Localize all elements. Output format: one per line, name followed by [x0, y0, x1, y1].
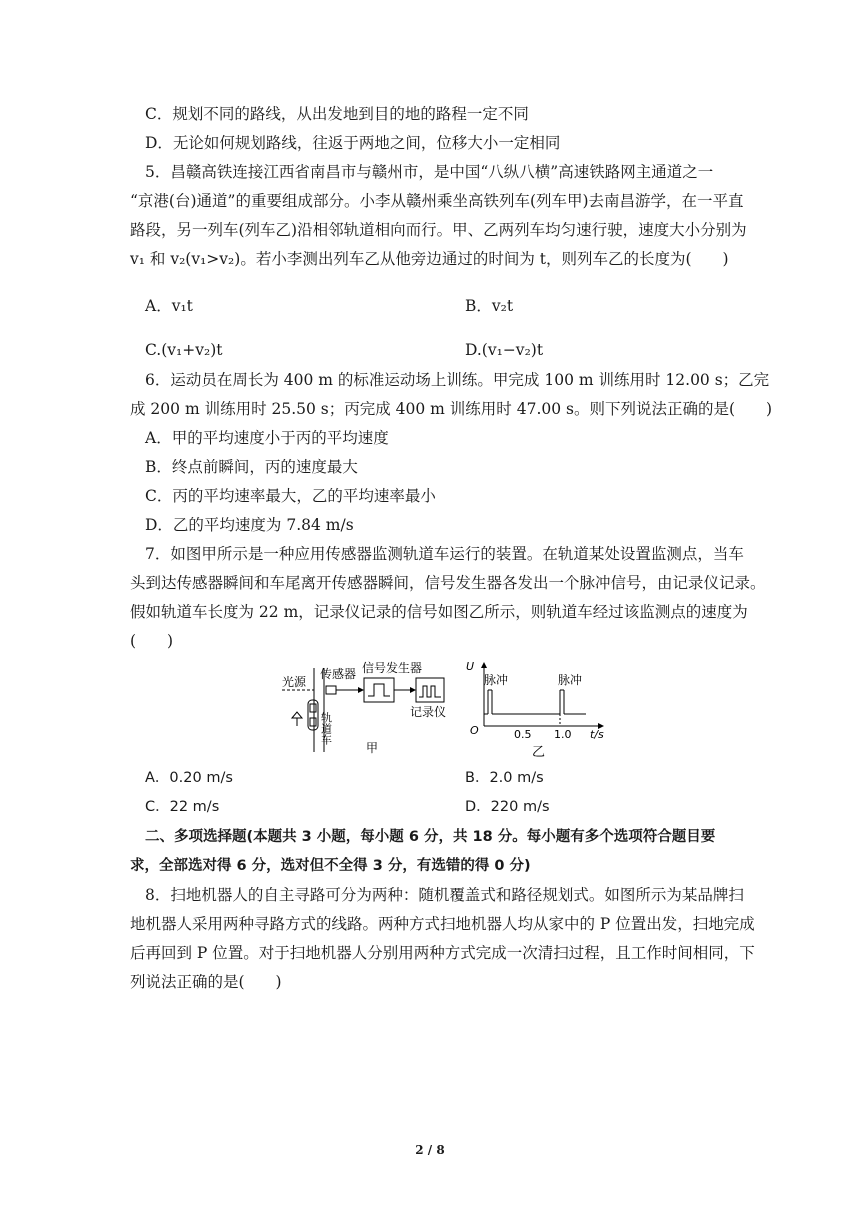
q7-text-2: 头到达传感器瞬间和车尾离开传感器瞬间，信号发生器各发出一个脉冲信号，由记录仪记录。	[130, 574, 766, 592]
figure-signal-graph	[462, 660, 612, 762]
caption-a: 甲	[366, 741, 379, 755]
tick-0-5: 0.5	[514, 728, 532, 741]
q6-option-b: B．终点前瞬间，丙的速度最大	[145, 458, 358, 476]
q7-text-4: ( )	[130, 632, 174, 650]
q5-text-3: 路段，另一列车(列车乙)沿相邻轨道相向而行。甲、乙两列车均匀速行驶，速度大小分别为	[130, 221, 747, 239]
tick-1-0: 1.0	[554, 728, 572, 741]
q6-text-1: 6．运动员在周长为 400 m 的标准运动场上训练。甲完成 100 m 训练用时 12.00 s；乙完	[145, 371, 770, 389]
q7-text-3: 假如轨道车长度为 22 m，记录仪记录的信号如图乙所示，则轨道车经过该监测点的速度为	[130, 603, 748, 621]
axis-u-label: U	[466, 660, 475, 673]
q5-option-a: A．v₁t	[145, 297, 193, 315]
q6-option-d: D．乙的平均速度为 7.84 m/s	[145, 516, 354, 534]
section-2-heading-2: 求，全部选对得 6 分，选对但不全得 3 分，有选错的得 0 分)	[130, 858, 531, 874]
caption-b: 乙	[532, 745, 546, 760]
q5-option-d: D.(v₁−v₂)t	[465, 341, 544, 359]
q7-option-a: A．0.20 m/s	[145, 770, 233, 786]
pulse-label-2: 脉冲	[558, 673, 583, 687]
q7-text-1: 7．如图甲所示是一种应用传感器监测轨道车运行的装置。在轨道某处设置监测点，当车	[145, 545, 744, 563]
q5-text-1: 5．昌赣高铁连接江西省南昌市与赣州市，是中国“八纵八横”高速铁路网主通道之一	[145, 163, 714, 181]
q5-option-c: C.(v₁+v₂)t	[145, 341, 223, 359]
q6-text-2: 成 200 m 训练用时 25.50 s；丙完成 400 m 训练用时 47.00 s。则下列说法正确的是( )	[130, 400, 773, 418]
q5-text-2: “京港(台)通道”的重要组成部分。小李从赣州乘坐高铁列车(列车甲)去南昌游学，在一平直	[130, 192, 744, 210]
page-number: 2 / 8	[415, 1143, 445, 1157]
label-recorder: 记录仪	[410, 705, 447, 719]
section-2-heading-1: 二、多项选择题(本题共 3 小题，每小题 6 分，共 18 分。每小题有多个选项符合题目要	[145, 829, 716, 845]
q7-option-c: C．22 m/s	[145, 799, 220, 815]
label-signal-generator: 信号发生器	[362, 661, 423, 675]
axis-t-label: t/s	[590, 728, 604, 741]
q7-option-b: B．2.0 m/s	[465, 770, 544, 786]
q4-option-d: D．无论如何规划路线，往返于两地之间，位移大小一定相同	[145, 134, 561, 152]
label-sensor: 传感器	[320, 667, 357, 681]
q6-option-c: C．丙的平均速率最大，乙的平均速率最小	[145, 487, 436, 505]
q8-text-3: 后再回到 P 位置。对于扫地机器人分别用两种方式完成一次清扫过程，且工作时间相同，下	[130, 944, 755, 962]
q8-text-2: 地机器人采用两种寻路方式的线路。两种方式扫地机器人均从家中的 P 位置出发，扫地完成	[130, 915, 755, 933]
pulse-label-1: 脉冲	[484, 673, 509, 687]
axis-o-label: O	[470, 724, 479, 737]
q5-option-b: B．v₂t	[465, 297, 514, 315]
rail-car-vertical: 轨道车	[319, 712, 333, 745]
q8-text-4: 列说法正确的是( )	[130, 973, 282, 991]
q4-option-c: C．规划不同的路线，从出发地到目的地的路程一定不同	[145, 105, 529, 123]
q7-option-d: D．220 m/s	[465, 799, 550, 815]
q8-text-1: 8．扫地机器人的自主寻路可分为两种：随机覆盖式和路径规划式。如图所示为某品牌扫	[145, 886, 744, 904]
figure-apparatus	[278, 660, 458, 762]
label-light-source: 光源	[282, 675, 307, 689]
q6-option-a: A．甲的平均速度小于丙的平均速度	[145, 429, 389, 447]
q5-text-4: v₁ 和 v₂(v₁>v₂)。若小李测出列车乙从他旁边通过的时间为 t，则列车乙的长度为( )	[130, 250, 729, 268]
